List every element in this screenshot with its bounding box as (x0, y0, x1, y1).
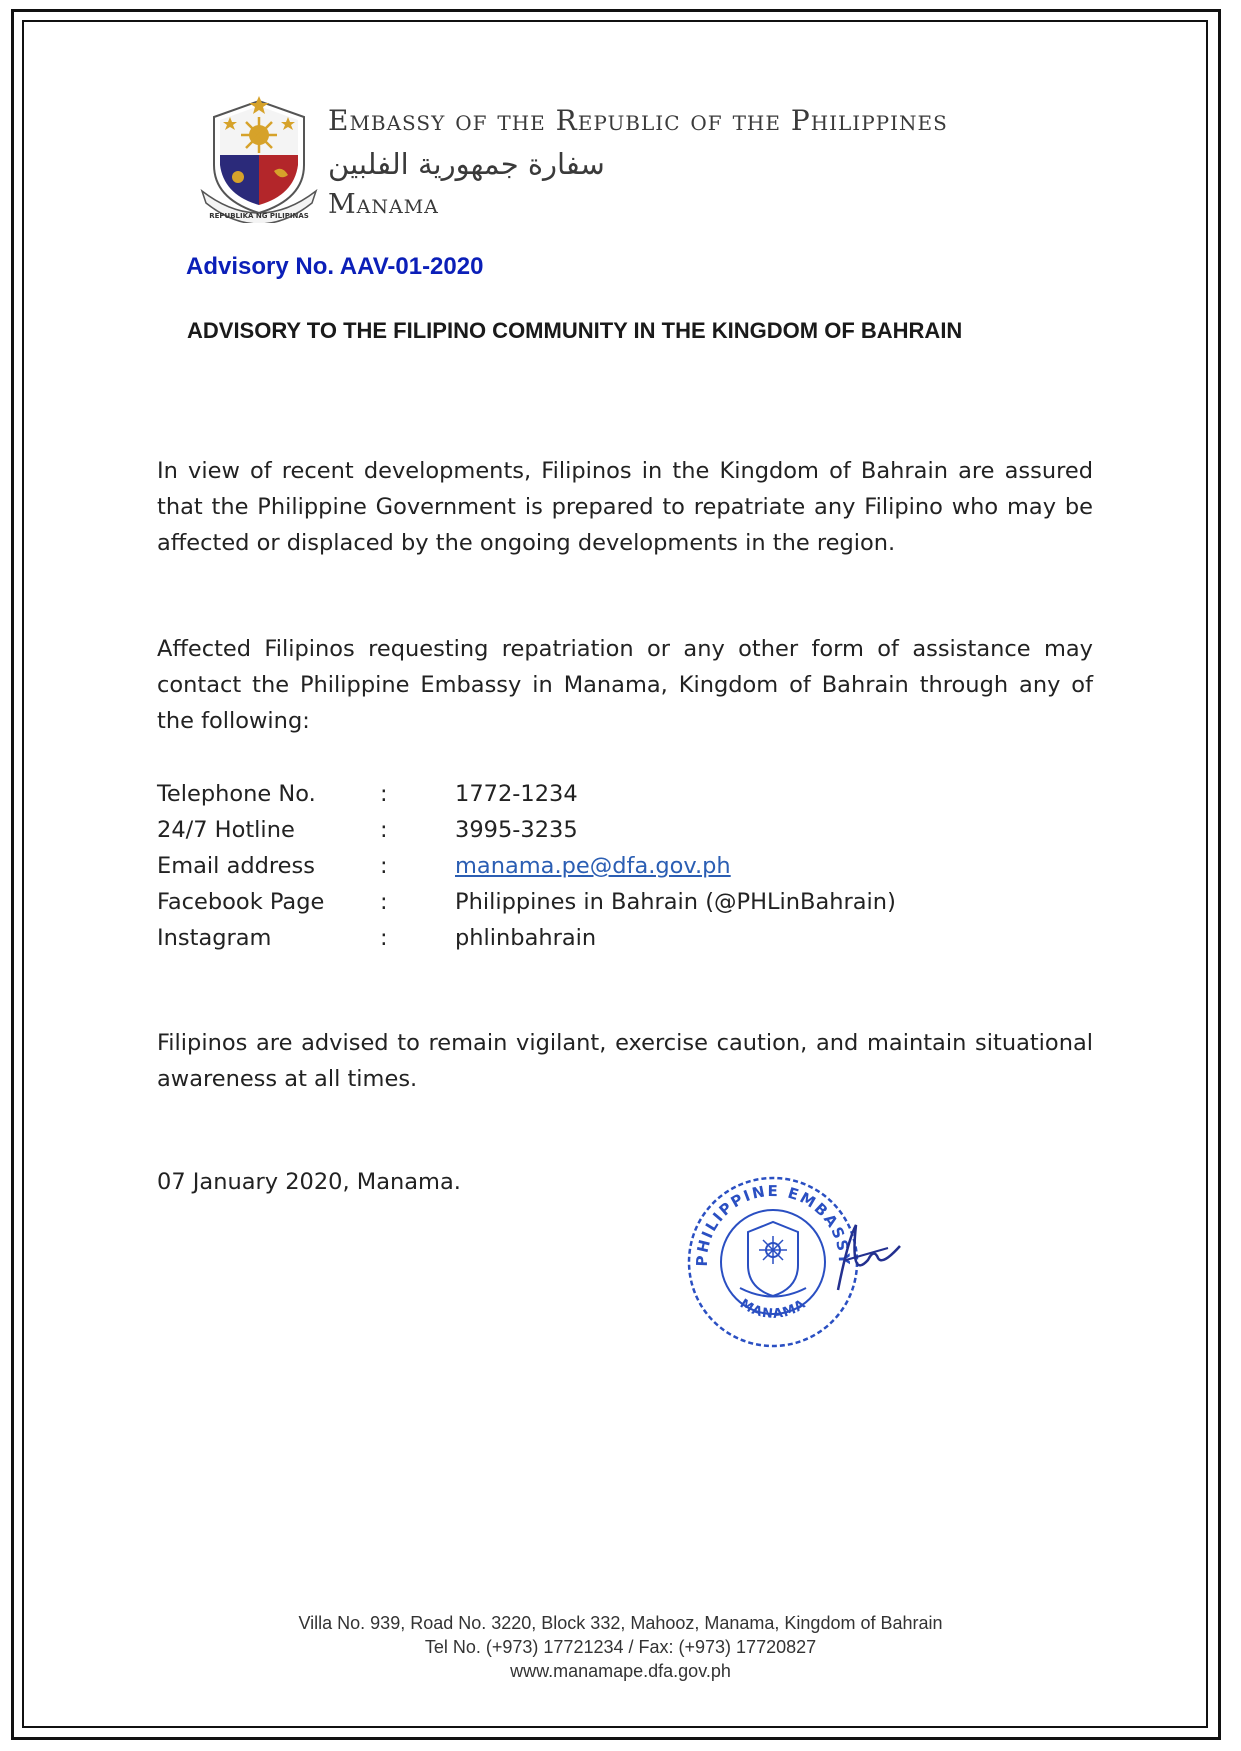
philippine-coat-of-arms-icon (200, 95, 318, 223)
advisory-number: Advisory No. AAV-01-2020 (186, 253, 484, 280)
embassy-city-text: Manama (328, 189, 439, 220)
contact-separator: : (380, 853, 388, 879)
seal-bottom-text: MANAMA (737, 1296, 809, 1323)
footer-address: Villa No. 939, Road No. 3220, Block 332, Mahooz, Manama, Kingdom of Bahrain (298, 1613, 943, 1633)
paragraph-contact-instructions: Affected Filipinos requesting repatriation or any other form of assistance may contact the Philippine Embassy in Manama, Kingdom of Bahrain through any of the following: (157, 636, 1093, 734)
date-line: 07 January 2020, Manama. (157, 1169, 461, 1195)
contact-label: Telephone No. (157, 781, 316, 807)
contact-separator: : (380, 889, 388, 915)
contact-value-instagram: phlinbahrain (455, 925, 597, 951)
embassy-seal-stamp-icon (678, 1170, 928, 1355)
contact-value-telephone: 1772-1234 (455, 781, 578, 807)
contact-label: Instagram (157, 925, 272, 951)
contact-separator: : (380, 925, 388, 951)
embassy-title (328, 104, 948, 137)
contact-label: 24/7 Hotline (157, 817, 295, 843)
seal-top-text: PHILIPPINE EMBASSY (692, 1181, 854, 1267)
embassy-city (328, 189, 439, 220)
crest-scroll-text: REPUBLIKA NG PILIPINAS (209, 212, 309, 220)
email-link[interactable]: manama.pe@dfa.gov.ph (455, 853, 731, 879)
paragraph-vigilance-advice: Filipinos are advised to remain vigilant, exercise caution, and maintain situational awareness at all times. (157, 1030, 1093, 1092)
paragraph-repatriation-assurance: In view of recent developments, Filipinos in the Kingdom of Bahrain are assured that the Philippine Government is prepared to repatriate any Filipino who may be affected or displaced by the ongoing developments in the region. (157, 458, 1093, 556)
embassy-title-text: Embassy of the Republic of the Philippines (328, 104, 948, 137)
contact-value-hotline: 3995-3235 (455, 817, 578, 843)
contact-value-facebook: Philippines in Bahrain (@PHLinBahrain) (455, 889, 896, 915)
contact-separator: : (380, 817, 388, 843)
embassy-arabic-title: سفارة جمهورية الفلبين (328, 147, 605, 181)
contact-separator: : (380, 781, 388, 807)
advisory-heading: ADVISORY TO THE FILIPINO COMMUNITY IN THE KINGDOM OF BAHRAIN (187, 318, 963, 343)
contact-label: Email address (157, 853, 315, 879)
contact-label: Facebook Page (157, 889, 325, 915)
footer-phone-fax: Tel No. (+973) 17721234 / Fax: (+973) 17720827 (424, 1637, 817, 1657)
footer-website[interactable]: www.manamape.dfa.gov.ph (510, 1661, 731, 1681)
